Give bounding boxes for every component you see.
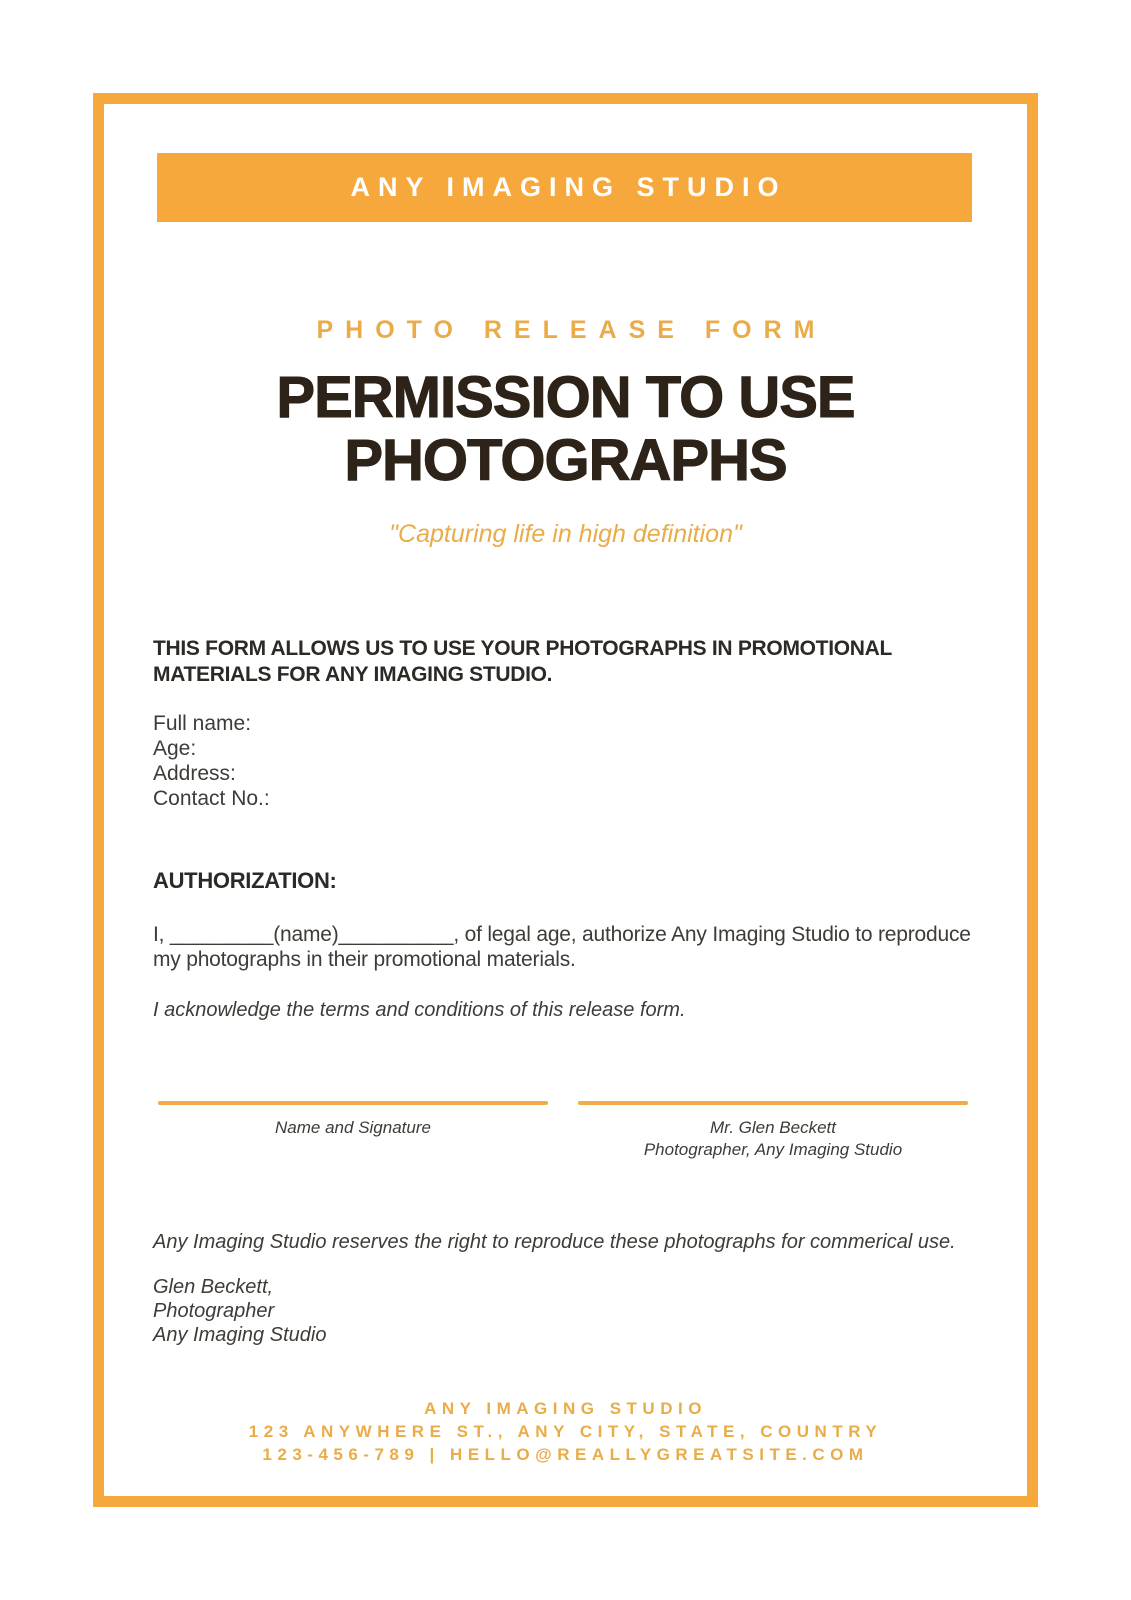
intro-statement: THIS FORM ALLOWS US TO USE YOUR PHOTOGRAPHS IN PROMOTIONAL MATERIALS FOR ANY IMAGING STUDIO.	[153, 637, 892, 686]
page-title-line1: PERMISSION TO USE	[276, 365, 855, 430]
page-title	[0, 366, 1131, 492]
page-title-line2: PHOTOGRAPHS	[344, 428, 787, 493]
authorization-statement: I, _________(name)__________, of legal age, authorize Any Imaging Studio to reproduce my photographs in their promotional materials.	[153, 923, 971, 971]
field-label-full-name: Full name:	[153, 712, 252, 735]
field-label-age: Age:	[153, 737, 197, 760]
field-label-contact-no: Contact No.:	[153, 787, 270, 810]
signoff-block	[153, 1275, 326, 1347]
footer-address: 123 ANYWHERE ST., ANY CITY, STATE, COUNTRY	[248, 1422, 883, 1441]
signoff-studio: Any Imaging Studio	[153, 1324, 327, 1346]
photographer-signature-line	[578, 1101, 968, 1105]
personal-info-fields	[153, 711, 270, 811]
footer-contact: 123-456-789 | HELLO@REALLYGREATSITE.COM	[262, 1445, 869, 1464]
signee-signature-block	[158, 1101, 548, 1161]
reproduction-notice: Any Imaging Studio reserves the right to reproduce these photographs for commerical use.	[153, 1231, 956, 1253]
signee-signature-line	[158, 1101, 548, 1105]
footer-studio-name: ANY IMAGING STUDIO	[424, 1399, 707, 1418]
acknowledgement-note: I acknowledge the terms and conditions of this release form.	[153, 999, 686, 1021]
photographer-signature-caption	[578, 1117, 968, 1161]
studio-banner	[157, 153, 972, 222]
authorization-heading: AUTHORIZATION:	[153, 868, 337, 893]
studio-banner-title: ANY IMAGING STUDIO	[350, 172, 787, 202]
footer	[0, 1397, 1131, 1466]
signoff-role: Photographer	[153, 1300, 275, 1322]
signoff-name: Glen Beckett,	[153, 1276, 274, 1298]
photographer-name: Mr. Glen Beckett	[710, 1118, 836, 1137]
form-eyebrow: PHOTO RELEASE FORM	[316, 316, 827, 344]
signature-section	[158, 1101, 968, 1161]
signee-signature-caption: Name and Signature	[275, 1118, 431, 1137]
studio-tagline: "Capturing life in high definition"	[389, 520, 742, 548]
photographer-title: Photographer, Any Imaging Studio	[643, 1140, 903, 1159]
photographer-signature-block	[578, 1101, 968, 1161]
field-label-address: Address:	[153, 762, 236, 785]
